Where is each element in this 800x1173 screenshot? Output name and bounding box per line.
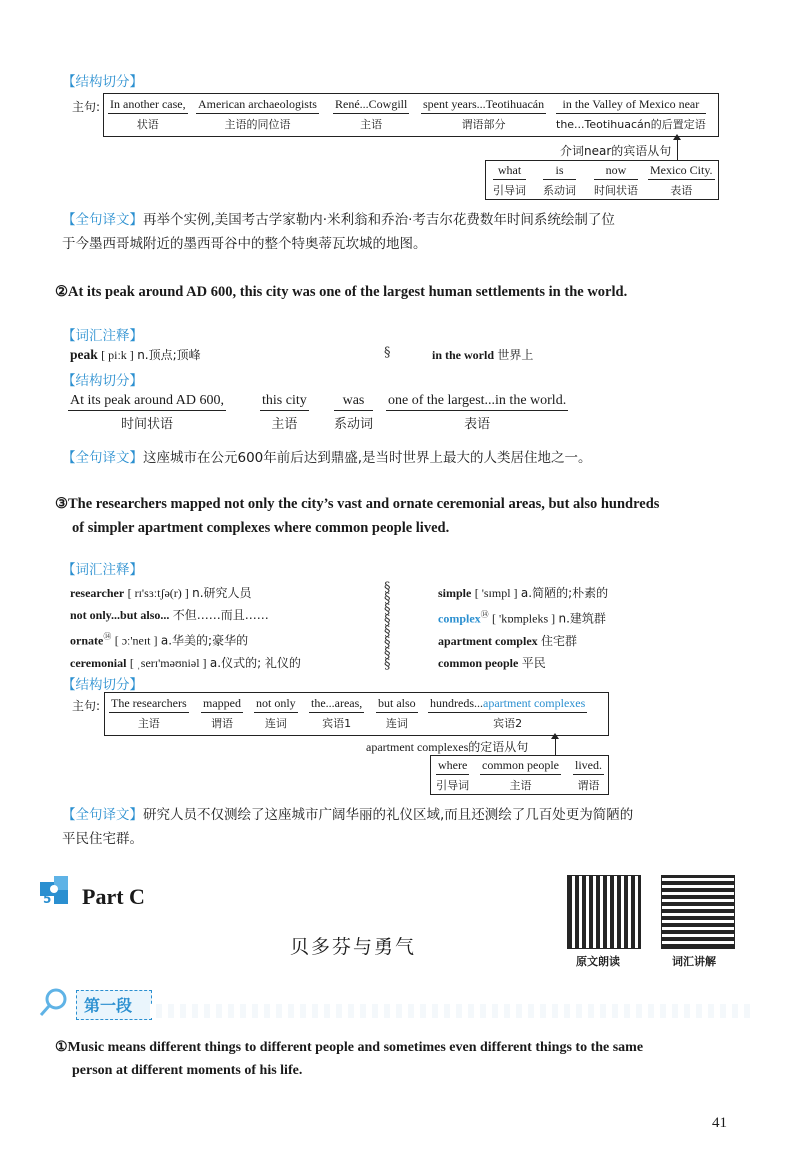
- structure-tag: 【结构切分】: [62, 74, 143, 90]
- segment: In another case, 状语: [110, 97, 186, 131]
- segment: At its peak around AD 600, 时间状语: [70, 393, 224, 432]
- translation-para: 【全句译文】再举个实例,美国考古学家勒内·米利翁和乔治·考吉尔花费数年时间系统绘制了位 于今墨西哥城附近的墨西哥谷中的整个特奥蒂瓦坎城的地图。: [62, 212, 615, 252]
- segment: mapped 谓语: [203, 696, 241, 730]
- qr-label: 词汇讲解: [672, 955, 716, 968]
- vocab-entry: researcher [ rɪ'sɜːtʃə(r) ] n.研究人员: [70, 586, 252, 600]
- part-label: Part C: [82, 884, 145, 909]
- vocab-entry: ornate⑭ [ ɔː'neɪt ] a.华美的;豪华的: [70, 632, 249, 648]
- vocab-entry: simple [ 'sɪmpl ] a.简陋的;朴素的: [438, 586, 609, 600]
- segment: not only 连词: [256, 696, 296, 730]
- part-title: 贝多芬与勇气: [290, 936, 417, 958]
- vocab-list-right: [438, 582, 608, 674]
- sentence-1-line2: person at different moments of his life.: [72, 1063, 303, 1078]
- divider: § § § § § § § §: [384, 580, 391, 672]
- clause-note: 介词near的宾语从句: [560, 144, 672, 158]
- page-number: 41: [712, 1115, 727, 1131]
- segment: is 系动词: [543, 163, 576, 197]
- puzzle-icon: [38, 874, 72, 908]
- translation-para: 【全句译文】这座城市在公元600年前后达到鼎盛,是当时世界上最大的人类居住地之一。: [62, 450, 592, 466]
- vocab-entry: not only...but also... 不但……而且……: [70, 608, 269, 622]
- vocab-entry: peak [ piːk ] n.顶点;顶峰: [70, 347, 201, 362]
- vocab-list-left: [70, 582, 301, 674]
- vocab-entry: common people 平民: [438, 655, 546, 670]
- segment: in the Valley of Mexico near the...Teotihuacán的后置定语: [556, 97, 706, 131]
- segment: common people 主语: [482, 758, 559, 792]
- segment: but also 连词: [378, 696, 416, 730]
- segment: spent years...Teotihuacán 谓语部分: [423, 97, 545, 131]
- section-label: 第一段: [84, 996, 133, 1015]
- vocab-entry: ceremonial [ ˌserɪ'məʊniəl ] a.仪式的; 礼仪的: [70, 655, 301, 670]
- vocab-entry: complex⑭ [ 'kɒmpleks ] n.建筑群: [438, 610, 606, 626]
- arrow-head-icon: [551, 733, 559, 739]
- sentence-1-line1: ①Music means different things to different people and sometimes even different things to the same: [55, 1040, 644, 1055]
- sentence-2: ②At its peak around AD 600, this city was one of the largest human settlements in the world.: [55, 284, 628, 300]
- segment: the...areas, 宾语1: [311, 696, 363, 730]
- magnifier-icon: [38, 986, 72, 1018]
- arrow-head-icon: [673, 134, 681, 140]
- segment: The researchers 主语: [111, 696, 187, 730]
- vocab-entry: apartment complex 住宅群: [438, 633, 578, 648]
- qr-label: 原文朗读: [576, 955, 620, 968]
- divider: §: [384, 345, 391, 360]
- segment: American archaeologists 主语的同位语: [198, 97, 317, 131]
- sentence-3-line2: of simpler apartment complexes where common people lived.: [72, 520, 450, 536]
- segment: now 时间状语: [594, 163, 638, 197]
- vocab-tag: 【词汇注释】: [62, 328, 143, 344]
- segment: hundreds...apartment complexes 宾语2: [430, 696, 586, 730]
- qr-code-icon[interactable]: [661, 875, 735, 949]
- qr-code-icon[interactable]: [567, 875, 641, 949]
- highlight-text: apartment complexes: [483, 696, 586, 710]
- vocab-tag: 【词汇注释】: [62, 562, 143, 578]
- segment: Mexico City. 表语: [650, 163, 713, 197]
- segment: what 引导词: [493, 163, 526, 197]
- segment: lived. 谓语: [575, 758, 602, 792]
- svg-text:5: 5: [43, 892, 52, 906]
- section-rule: [150, 1004, 750, 1018]
- vocab-entry: in the world 世界上: [432, 348, 534, 362]
- segment: where 引导词: [436, 758, 470, 792]
- clause-note: apartment complexes的定语从句: [366, 740, 529, 754]
- translation-para: 【全句译文】研究人员不仅测绘了这座城市广阔华丽的礼仪区域,而且还测绘了几百处更为简陋的 平民住宅群。: [62, 807, 634, 847]
- main-clause-label: 主句:: [72, 100, 101, 114]
- translation-tag: 【全句译文】: [62, 212, 143, 228]
- structure-tag: 【结构切分】: [62, 373, 143, 389]
- segment: this city 主语: [262, 393, 307, 432]
- segment: one of the largest...in the world. 表语: [388, 393, 567, 432]
- segment: was 系动词: [334, 393, 374, 432]
- sentence-3-line1: ③The researchers mapped not only the city’s vast and ornate ceremonial areas, but also hundreds: [55, 496, 660, 512]
- main-clause-label: 主句:: [72, 699, 101, 713]
- structure-tag: 【结构切分】: [62, 677, 143, 693]
- segment: René...Cowgill 主语: [335, 97, 408, 131]
